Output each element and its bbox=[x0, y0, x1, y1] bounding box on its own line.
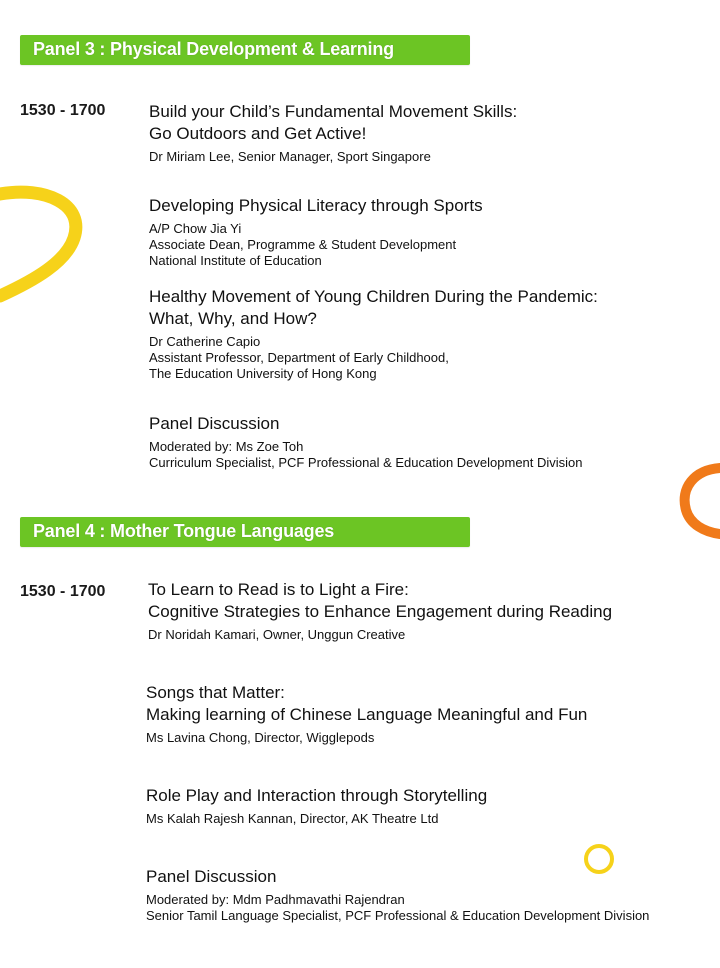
session-role-play bbox=[146, 785, 487, 827]
session-speaker: Moderated by: Ms Zoe Toh Curriculum Specialist, PCF Professional & Education Development Division bbox=[149, 439, 583, 470]
session-speaker: Dr Noridah Kamari, Owner, Unggun Creative bbox=[148, 627, 406, 642]
session-title: Panel Discussion bbox=[146, 867, 277, 886]
session-speaker: A/P Chow Jia Yi Associate Dean, Programme & Student Development National Institute of Education bbox=[149, 221, 457, 268]
session-panel-discussion-4 bbox=[146, 866, 649, 924]
panel-3-title: Panel 3 : Physical Development & Learning bbox=[33, 39, 394, 59]
session-title: Developing Physical Literacy through Sports bbox=[149, 196, 483, 215]
session-fundamental-movement bbox=[149, 101, 517, 165]
session-healthy-movement bbox=[149, 286, 598, 382]
session-speaker: Moderated by: Mdm Padhmavathi Rajendran Senior Tamil Language Specialist, PCF Professional & Education Development Division bbox=[146, 892, 650, 923]
panel-4-time: 1530 - 1700 bbox=[20, 583, 106, 600]
session-title: Songs that Matter: Making learning of Chinese Language Meaningful and Fun bbox=[146, 683, 588, 724]
session-songs-that-matter bbox=[146, 682, 587, 746]
session-title: Panel Discussion bbox=[149, 414, 280, 433]
session-speaker: Ms Lavina Chong, Director, Wigglepods bbox=[146, 730, 375, 745]
session-title: To Learn to Read is to Light a Fire: Cognitive Strategies to Enhance Engagement during Reading bbox=[148, 580, 613, 621]
session-speaker: Ms Kalah Rajesh Kannan, Director, AK Theatre Ltd bbox=[146, 811, 439, 826]
session-speaker: Dr Catherine Capio Assistant Professor, Department of Early Childhood, The Education University of Hong Kong bbox=[149, 334, 449, 381]
session-speaker: Dr Miriam Lee, Senior Manager, Sport Singapore bbox=[149, 149, 431, 164]
session-title: Healthy Movement of Young Children During the Pandemic: What, Why, and How? bbox=[149, 287, 598, 328]
panel-4-title: Panel 4 : Mother Tongue Languages bbox=[33, 521, 335, 541]
yellow-arc-decoration bbox=[0, 180, 90, 310]
session-title: Build your Child’s Fundamental Movement Skills: Go Outdoors and Get Active! bbox=[149, 102, 518, 143]
session-physical-literacy bbox=[149, 195, 483, 269]
session-panel-discussion-3 bbox=[149, 413, 583, 471]
panel-4-banner bbox=[20, 517, 470, 547]
panel-3-banner bbox=[20, 35, 470, 65]
panel-3-time: 1530 - 1700 bbox=[20, 102, 106, 119]
session-learn-to-read bbox=[148, 579, 612, 643]
orange-arc-decoration bbox=[668, 458, 720, 548]
session-title: Role Play and Interaction through Storytelling bbox=[146, 786, 488, 805]
